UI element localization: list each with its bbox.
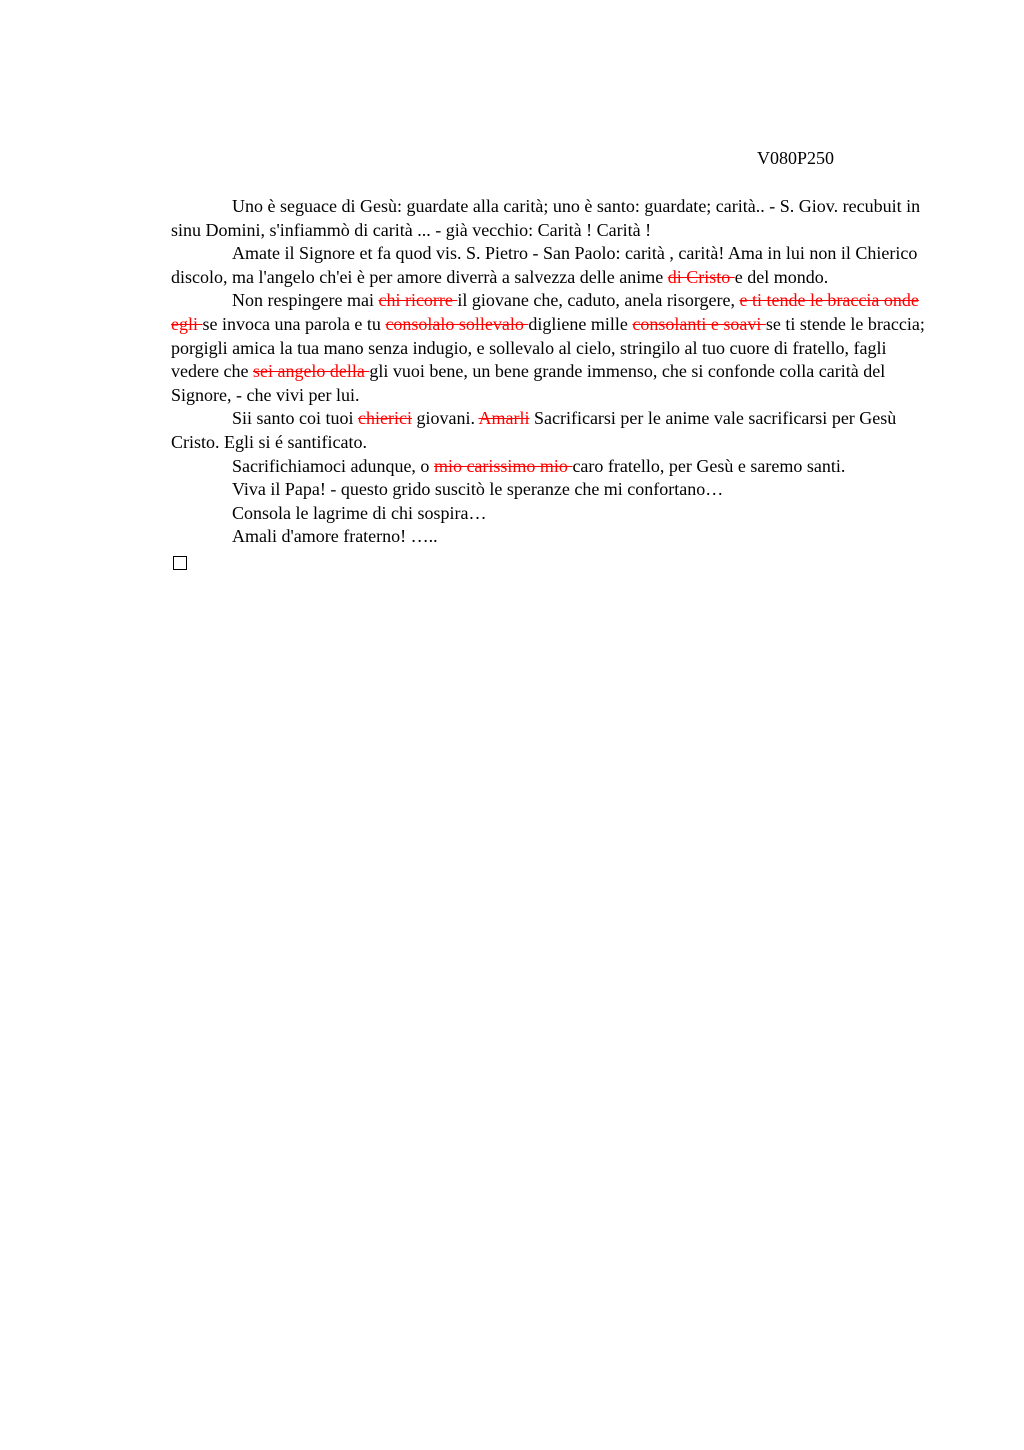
deleted-text: chi ricorre <box>378 290 458 311</box>
text-segment: Amali d'amore fraterno! ….. <box>232 526 438 547</box>
deleted-text: di Cristo <box>667 266 735 287</box>
text-segment: Non respingere mai <box>232 290 379 311</box>
document-body <box>171 195 931 570</box>
text-segment: Viva il Papa! - questo grido suscitò le speranze che mi confortano… <box>232 479 724 500</box>
checkbox-square-icon <box>173 556 187 570</box>
text-segment: gli vuoi bene, un bene grande immenso, che si confonde colla carità del Signore, - che vivi per lui. <box>171 361 886 405</box>
paragraph <box>171 407 931 454</box>
paragraph <box>171 525 931 549</box>
text-segment: Sii santo coi tuoi <box>232 408 358 429</box>
text-segment: il giovane che, caduto, anela risorgere, <box>457 290 740 311</box>
text-segment: caro fratello, per Gesù e saremo santi. <box>572 455 846 476</box>
paragraph <box>171 502 931 526</box>
text-segment: digliene mille <box>528 313 633 334</box>
page-identifier: V080P250 <box>757 148 835 168</box>
deleted-text: consolanti e soavi <box>632 313 766 334</box>
paragraph <box>171 478 931 502</box>
text-segment: Sacrificarsi per le anime vale sacrificarsi per Gesù Cristo. Egli si é santificato. <box>171 408 897 452</box>
deleted-text: consolalo sollevalo <box>385 313 529 334</box>
text-segment: e del mondo. <box>734 266 829 287</box>
paragraph <box>171 195 931 242</box>
paragraph <box>171 455 931 479</box>
text-segment: Consola le lagrime di chi sospira… <box>232 502 487 523</box>
deleted-text: Amarli <box>478 408 530 429</box>
paragraph <box>171 242 931 289</box>
text-segment: Amate il Signore et fa quod vis. S. Pietro - San Paolo: carità , carità! Ama in lui non il Chierico discolo, ma l'angelo ch'ei è per amore diverrà a salvezza delle anime <box>171 243 918 287</box>
text-segment: giovani. <box>411 408 479 429</box>
text-segment: Uno è seguace di Gesù: guardate alla carità; uno è santo: guardate; carità.. - S. Giov. recubuit in sinu Domini, s'infiammò di carità ... - già vecchio: Carità ! Carità ! <box>171 196 921 240</box>
deleted-text: mio carissimo mio <box>433 455 573 476</box>
paragraph <box>171 289 931 407</box>
deleted-text: chierici <box>358 408 412 429</box>
text-segment: se ti stende le braccia; porgigli amica la tua mano senza indugio, e sollevalo al cielo, stringilo al tuo cuore di fratello, fagli vedere che <box>171 313 925 382</box>
text-segment: se invoca una parola e tu <box>202 313 386 334</box>
deleted-text: e ti tende le braccia onde egli <box>171 290 919 334</box>
deleted-text: sei angelo della <box>252 361 370 382</box>
text-segment: Sacrifichiamoci adunque, o <box>232 455 434 476</box>
